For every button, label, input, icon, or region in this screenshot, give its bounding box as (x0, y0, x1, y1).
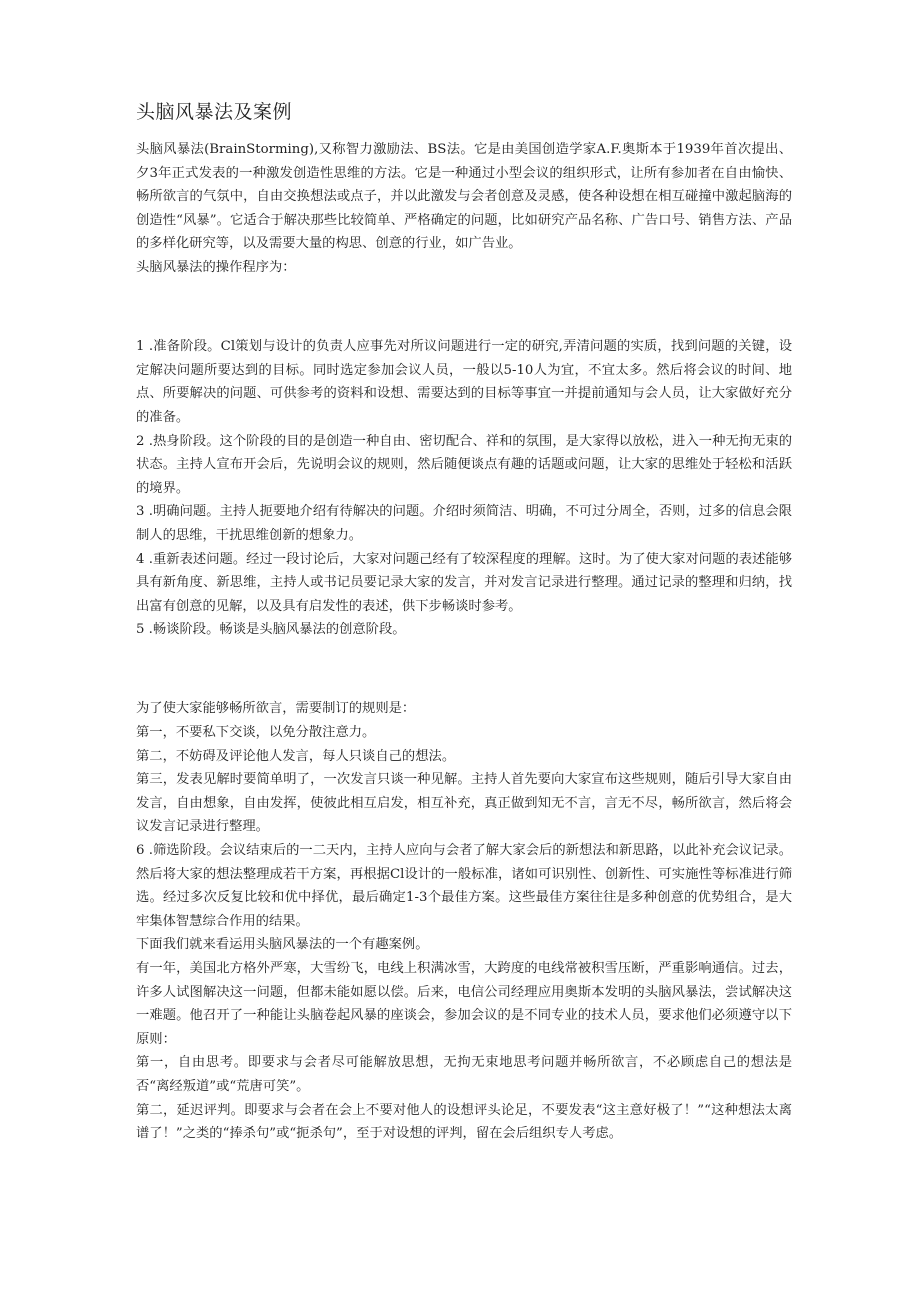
paragraph: 头脑风暴法(BrainStorming),又称智力激励法、BS法。它是由美国创造学家A.F.奥斯本于1939年首次提出、夕3年正式发表的一种激发创造性思维的方法。它是一种通过小型会议的组织形式，让所有参加者在自由愉快、畅所欲言的气氛中，自由交换想法或点子，并以此激发与会者创意及灵感，使各种设想在相互碰撞中激起脑海的创造性“风暴”。它适合于解决那些比较简单、严格确定的问题，比如研究产品名称、广告口号、销售方法、产品的多样化研究等，以及需要大量的构思、创意的行业，如广告业。 (136, 142, 792, 252)
blank-line (136, 658, 792, 682)
document-title: 头脑风暴法及案例 (136, 101, 293, 123)
paragraph: 第一，自由思考。即要求与会者尽可能解放思想，无拘无束地思考问题并畅所欲言，不必顾虑自己的想法是否“离经叛道”或“荒唐可笑”。 (136, 1055, 792, 1094)
paragraph: 第二，不妨碍及评论他人发言，每人只谈自己的想法。 (136, 748, 456, 764)
document-body (136, 138, 792, 1146)
blank-line (136, 296, 792, 320)
paragraph: 头脑风暴法的操作程序为： (136, 259, 296, 275)
paragraph: 下面我们就来看运用头脑风暴法的一个有趣案例。 (136, 937, 429, 953)
paragraph: 4 .重新表述问题。经过一段讨论后，大家对问题己经有了较深程度的理解。这时。为了使大家对问题的表述能够具有新角度、新思维，主持人或书记员要记录大家的发言，并对发言记录进行整理。通过记录的整理和归纳，找出富有创意的见解，以及具有启发性的表述，供下步畅谈时参考。 (136, 551, 792, 614)
document-page (136, 98, 792, 1146)
paragraph: 6 .筛选阶段。会议结束后的一二天内，主持人应向与会者了解大家会后的新想法和新思路，以此补充会议记录。然后将大家的想法整理成若干方案，再根据Cl设计的一般标准，诸如可识别性、创新性、可实施性等标准进行筛选。经过多次反复比较和优中择优，最后确定1-3个最佳方案。这些最佳方案往往是多种创意的优势组合，是大牢集体智慧综合作用的结果。 (136, 843, 792, 929)
paragraph: 第一，不要私下交谈，以免分散注意力。 (136, 725, 376, 741)
paragraph: 1 .准备阶段。Cl策划与设计的负责人应事先对所议问题进行一定的研究,弄清问题的实质，找到问题的关键，设定解决问题所要达到的目标。同时选定参加会议人员，一般以5-10人为宜，不宜太多。然后将会议的时间、地点、所要解决的问题、可供参考的资料和设想、需要达到的目标等事宜一并提前通知与会人员，让大家做好充分的准备。 (136, 339, 792, 425)
paragraph: 第三，发表见解时要简单明了，一次发言只谈一种见解。主持人首先要向大家宣布这些规则，随后引导大家自由发言，自由想象，自由发挥，使彼此相互启发，相互补充，真正做到知无不言，言无不尽，畅所欲言，然后将会议发言记录进行整理。 (136, 772, 792, 835)
paragraph: 第二，延迟评判。即要求与会者在会上不要对他人的设想评头论足，不要发表“这主意好极了！”“这种想法太离谱了！”之类的“捧杀句”或“扼杀句”，至于对设想的评判，留在会后组织专人考虑。 (136, 1102, 792, 1142)
paragraph: 5 .畅谈阶段。畅谈是头脑风暴法的创意阶段。 (136, 622, 406, 638)
paragraph: 有一年，美国北方格外严寒，大雪纷飞，电线上积满冰雪，大跨度的电线常被积雪压断，严重影响通信。过去，许多人试图解决这一问题，但都未能如愿以偿。后来，电信公司经理应用奥斯本发明的头脑风暴法，尝试解决这一难题。他召开了一种能让头脑卷起风暴的座谈会，参加会议的是不同专业的技术人员，要求他们必须遵守以下原则： (136, 961, 792, 1047)
paragraph: 3 .明确问题。主持人扼要地介绍有待解决的问题。介绍时须简洁、明确，不可过分周全，否则，过多的信息会限制人的思维，干扰思维创新的想象力。 (136, 504, 792, 543)
paragraph: 2 .热身阶段。这个阶段的目的是创造一种自由、密切配合、祥和的氛围，是大家得以放松，进入一种无拘无束的状态。主持人宣布开会后，先说明会议的规则，然后随便谈点有趣的话题或问题，让大家的思维处于轻松和活跃的境界。 (136, 433, 792, 496)
paragraph: 为了使大家能够畅所欲言，需要制订的规则是： (136, 701, 416, 717)
